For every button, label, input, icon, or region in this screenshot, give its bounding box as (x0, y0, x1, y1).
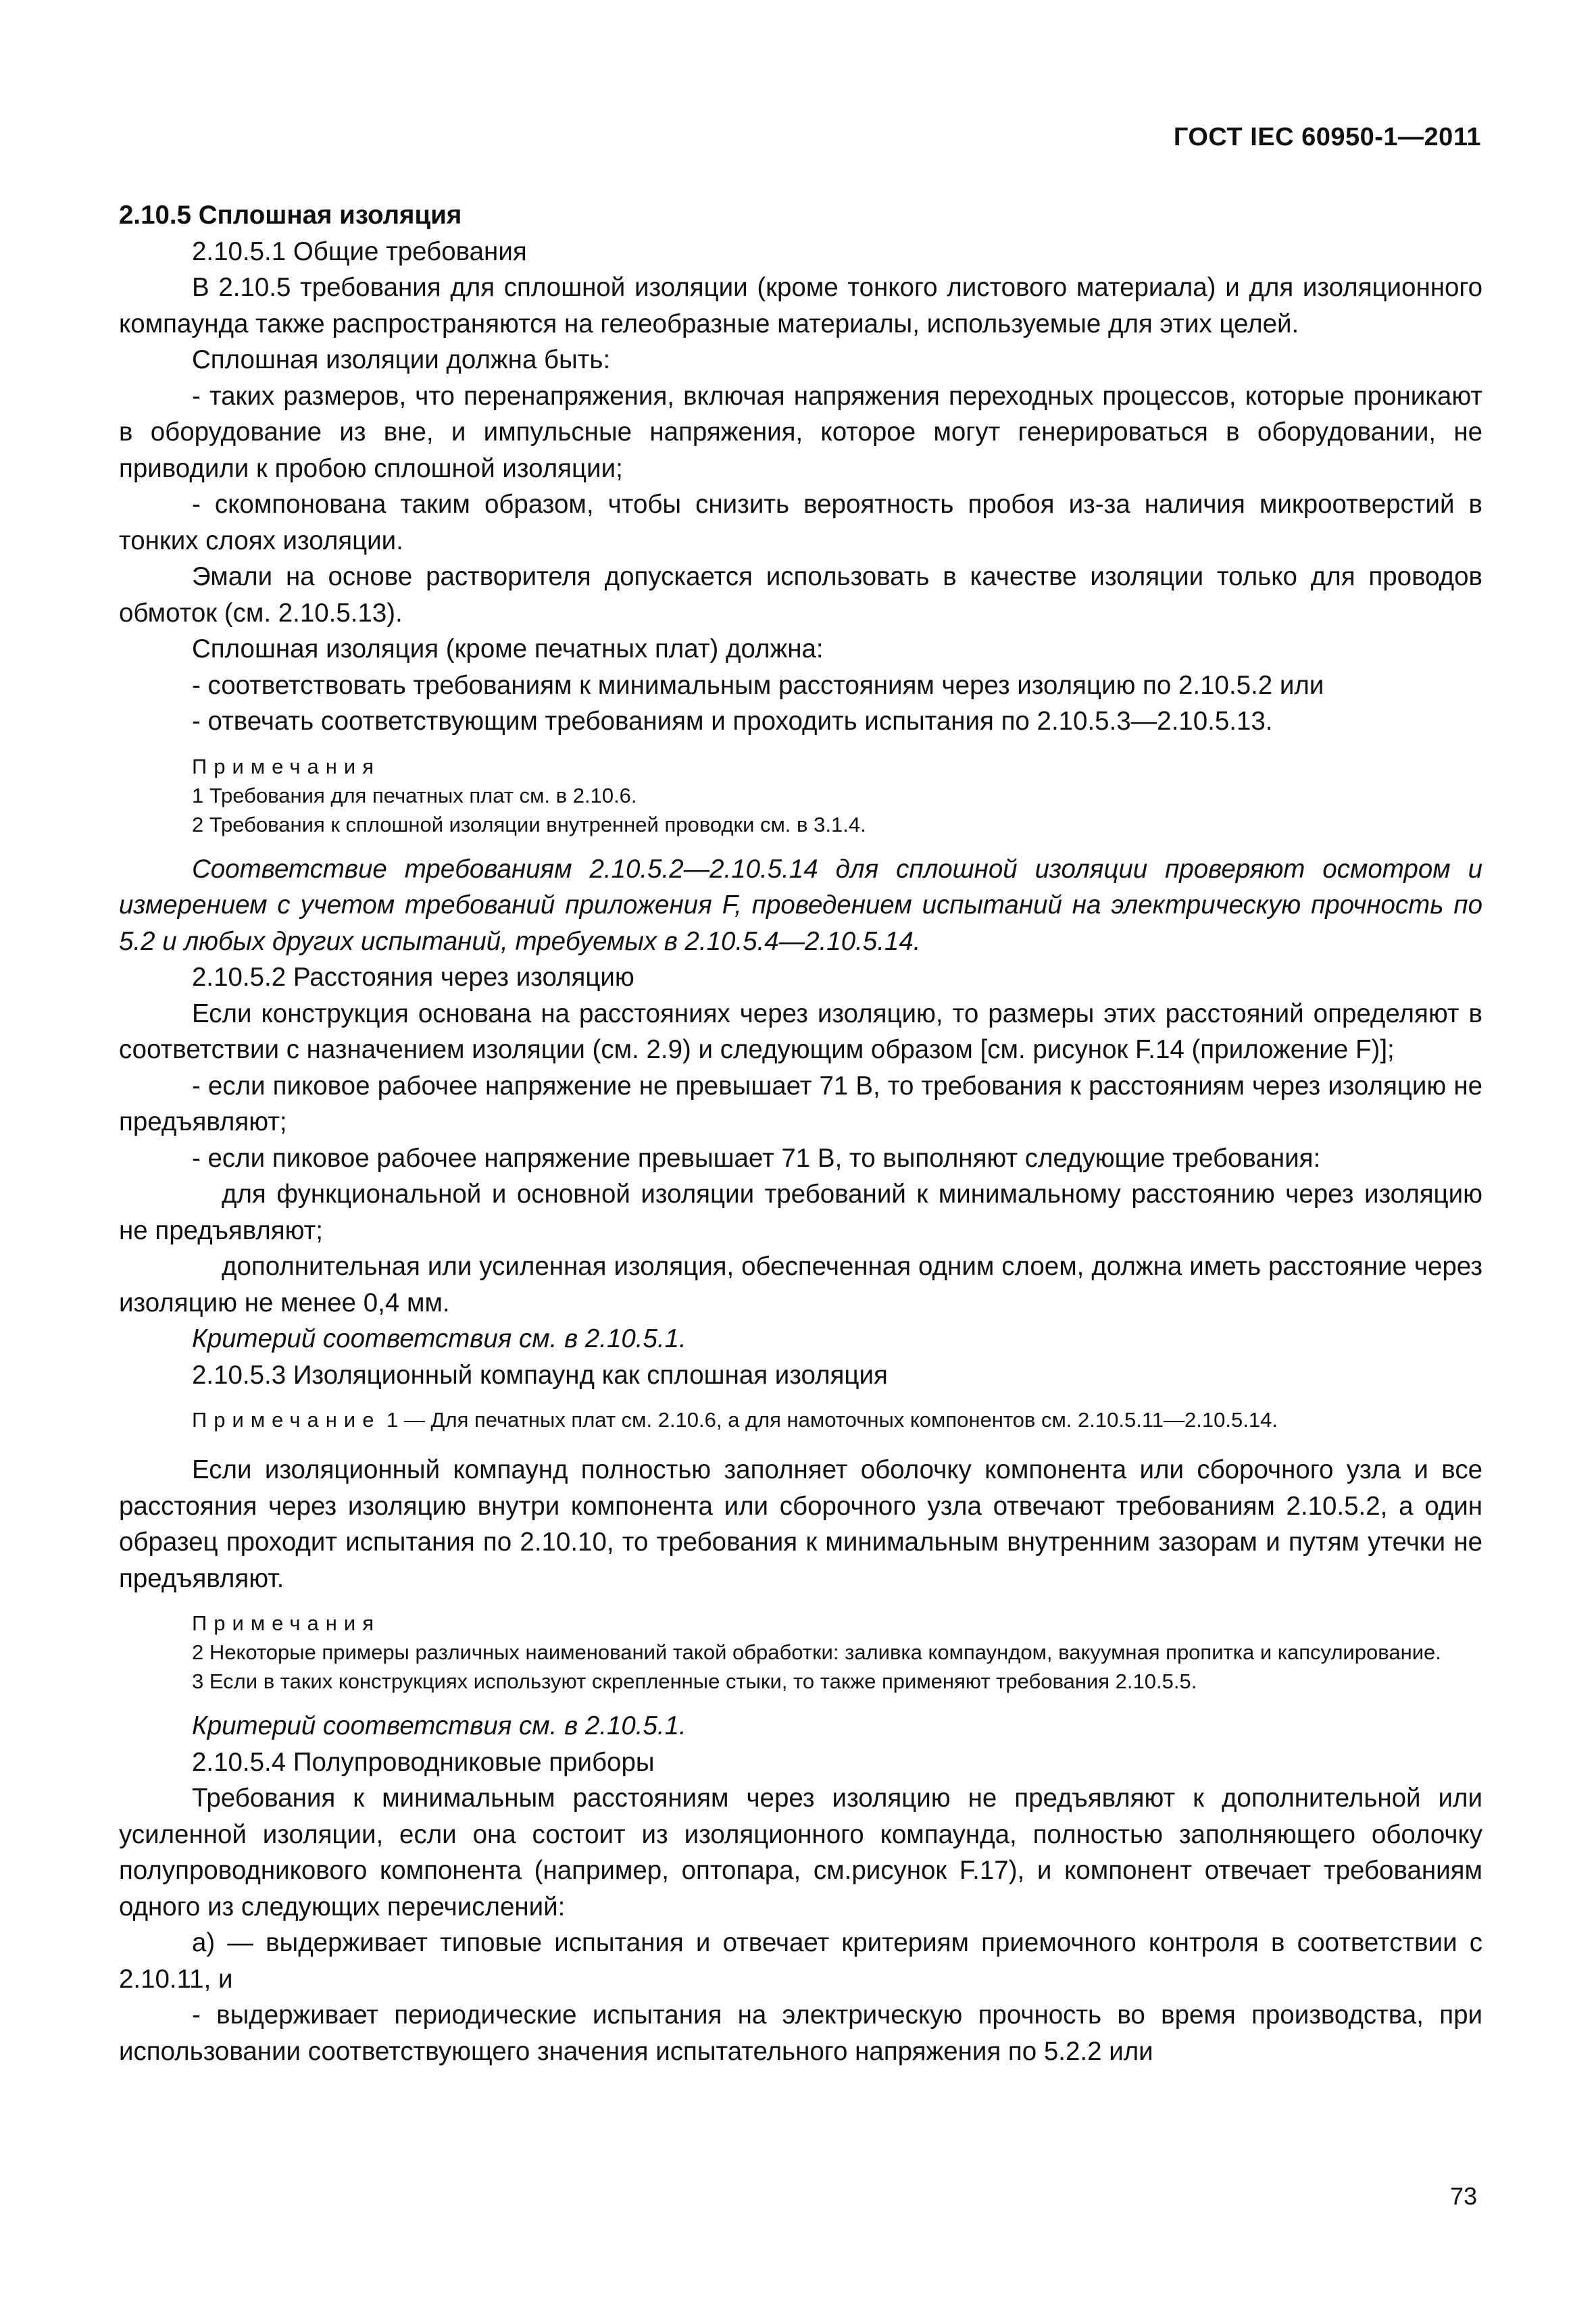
subsection-title: 2.10.5.4 Полупроводниковые приборы (192, 1747, 655, 1777)
note: 2 Требования к сплошной изоляции внутренней проводки см. в 3.1.4. (192, 812, 866, 836)
list-subitem: дополнительная или усиленная изоляция, обеспеченная одним слоем, должна иметь расстояние через изоляцию не менее 0,4 мм. (119, 1252, 1482, 1317)
page-number: 73 (1449, 2182, 1477, 2210)
subsection-title: 2.10.5.3 Изоляционный компаунд как сплошная изоляция (192, 1360, 888, 1390)
list-subitem: для функциональной и основной изоляции требований к минимальному расстоянию через изоляцию не предъявляют; (119, 1180, 1482, 1245)
spacer (119, 1434, 1482, 1452)
paragraph: Если конструкция основана на расстояниях через изоляцию, то размеры этих расстояний определяют в соответствии с назначением изоляции (см. 2.9) и следующим образом [см. рисунок F.14 (приложение F)]; (119, 999, 1482, 1064)
paragraph: Требования к минимальным расстояниям через изоляцию не предъявляют к дополнительной или усиленной изоляции, если она состоит из изоляционного компаунда, полностью заполняющего оболочку полупроводникового компонента (например, оптопара, см.рисунок F.17), и компонент отвечает требованиям одного из следующих перечислений: (119, 1784, 1482, 1921)
notes-title: Примечания (192, 754, 380, 778)
note: 2 Некоторые примеры различных наименований такой обработки: заливка компаундом, вакуумная пропитка и капсулирование. (192, 1640, 1441, 1664)
subsection-title: 2.10.5.1 Общие требования (192, 236, 527, 266)
note (119, 1405, 1482, 1434)
compliance-text: Критерий соответствия см. в 2.10.5.1. (192, 1324, 687, 1353)
note-label: Примечание (192, 1408, 381, 1432)
paragraph: Если изоляционный компаунд полностью заполняет оболочку компонента или сборочного узла и все расстояния через изоляцию внутри компонента или сборочного узла отвечают требованиям 2.10.5.2, а один образец проходит испытания по 2.10.10, то требования к минимальным внутренним зазорам и путям утечки не предъявляют. (119, 1455, 1482, 1593)
list-item: - если пиковое рабочее напряжение превышает 71 В, то выполняют следующие требования: (192, 1143, 1321, 1173)
compliance-text: Критерий соответствия см. в 2.10.5.1. (192, 1711, 687, 1740)
paragraph: Сплошная изоляции должна быть: (192, 345, 611, 374)
subsection-title: 2.10.5.2 Расстояния через изоляцию (192, 963, 634, 992)
spacer (119, 839, 1482, 851)
list-item: - выдерживает периодические испытания на электрическую прочность во время производства, при использовании соответствующего значения испытательного напряжения по 5.2.2 или (119, 2001, 1482, 2066)
notes-title: Примечания (192, 1611, 380, 1635)
spacer (119, 1393, 1482, 1405)
spacer (119, 740, 1482, 752)
list-item: - если пиковое рабочее напряжение не превышает 71 В, то требования к расстояниям через изоляцию не предъявляют; (119, 1071, 1482, 1136)
list-item: - соответствовать требованиям к минимальным расстояниям через изоляцию по 2.10.5.2 или (192, 670, 1324, 700)
list-item: а) — выдерживает типовые испытания и отвечает критериям приемочного контроля в соответствии с 2.10.11, и (119, 1928, 1482, 1994)
list-item: - отвечать соответствующим требованиям и проходить испытания по 2.10.5.3—2.10.5.13. (192, 707, 1273, 736)
note: 3 Если в таких конструкциях используют скрепленные стыки, то также применяют требования 2.10.5.5. (192, 1669, 1197, 1693)
spacer (119, 1696, 1482, 1708)
spacer (119, 1596, 1482, 1609)
paragraph: Сплошная изоляция (кроме печатных плат) должна: (192, 634, 824, 663)
paragraph: Эмали на основе растворителя допускается использовать в качестве изоляции только для проводов обмоток (см. 2.10.5.13). (119, 562, 1482, 628)
document-header: ГОСТ IEC 60950-1—2011 (1173, 123, 1481, 151)
note-text: 1 — Для печатных плат см. 2.10.6, а для намоточных компонентов см. 2.10.5.11—2.10.5.14. (380, 1408, 1278, 1432)
section-heading: 2.10.5 Сплошная изоляция (119, 201, 462, 230)
paragraph: В 2.10.5 требования для сплошной изоляции (кроме тонкого листового материала) и для изоляционного компаунда также распространяются на гелеобразные материалы, используемые для этих целей. (119, 273, 1482, 338)
list-item: - скомпонована таким образом, чтобы снизить вероятность пробоя из-за наличия микроотверстий в тонких слоях изоляции. (119, 490, 1482, 555)
note: 1 Требования для печатных плат см. в 2.10.6. (192, 783, 637, 807)
document-body (119, 197, 1482, 2069)
compliance-text: Соответствие требованиям 2.10.5.2—2.10.5.14 для сплошной изоляции проверяют осмотром и измерением с учетом требований приложения F, проведением испытаний на электрическую прочность по 5.2 и любых других испытаний, требуемых в 2.10.5.4—2.10.5.14. (119, 854, 1482, 956)
list-item: - таких размеров, что перенапряжения, включая напряжения переходных процессов, которые проникают в оборудование из вне, и импульсные напряжения, которое могут генерироваться в оборудовании, не приводили к пробою сплошной изоляции; (119, 381, 1482, 483)
